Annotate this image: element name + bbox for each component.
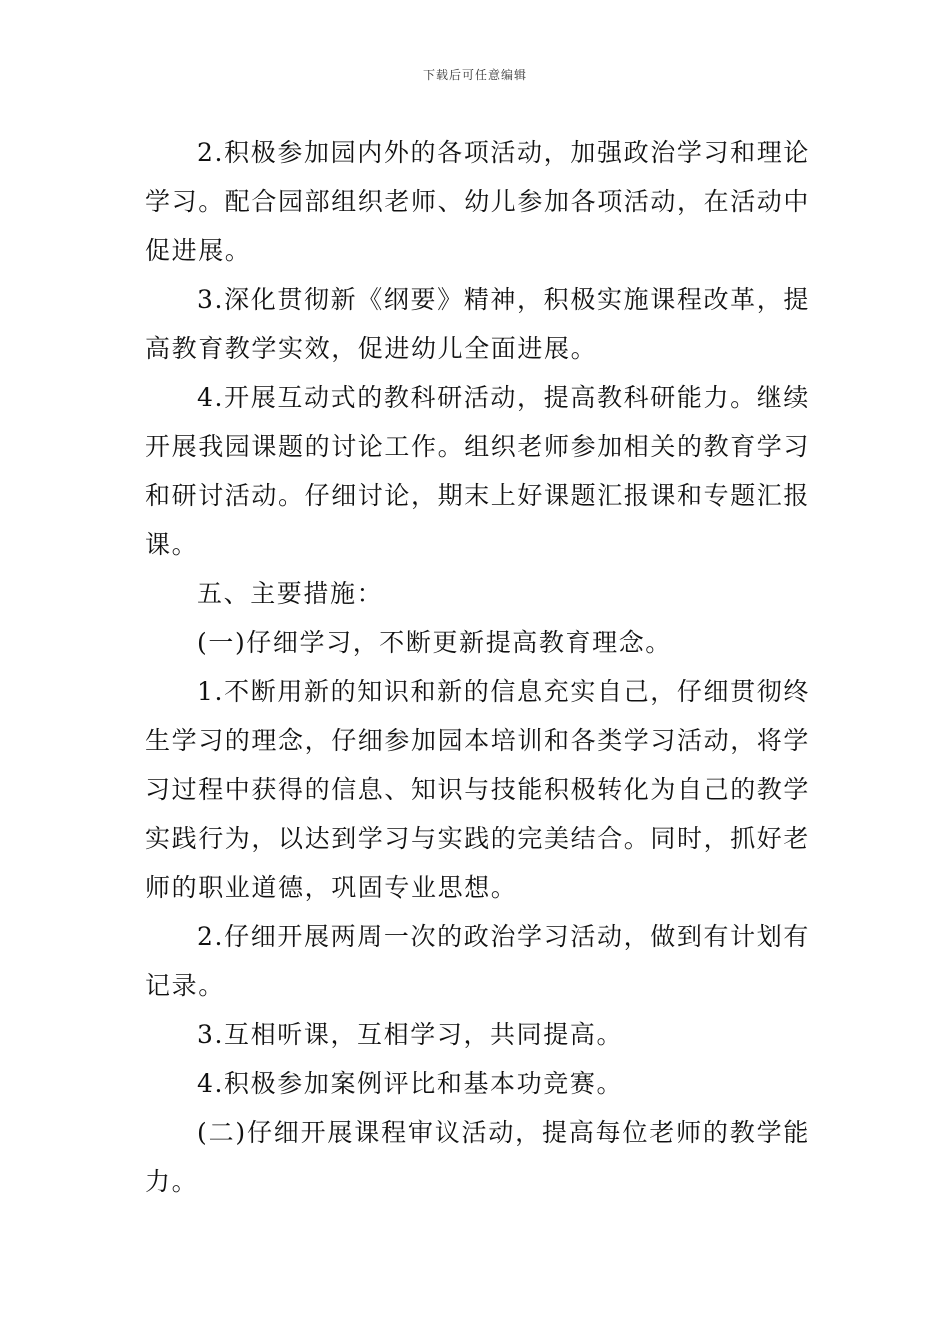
header-note: 下载后可任意编辑 xyxy=(422,68,527,82)
document-body xyxy=(145,128,810,1206)
subsection-heading-1: (一)仔细学习，不断更新提高教育理念。 xyxy=(197,628,672,657)
paragraph-item-4: 4.开展互动式的教科研活动，提高教科研能力。继续开展我园课题的讨论工作。组织老师参加相关的教育学习和研讨活动。仔细讨论，期末上好课题汇报课和专题汇报课。 xyxy=(145,383,811,559)
measure-item-1: 1.不断用新的知识和新的信息充实自己，仔细贯彻终生学习的理念，仔细参加园本培训和各类学习活动，将学习过程中获得的信息、知识与技能积极转化为自己的教学实践行为，以达到学习与实践的完美结合。同时，抓好老师的职业道德，巩固专业思想。 xyxy=(145,677,811,902)
paragraph-item-3: 3.深化贯彻新《纲要》精神，积极实施课程改革，提高教育教学实效，促进幼儿全面进展。 xyxy=(145,285,810,363)
measure-item-4: 4.积极参加案例评比和基本功竞赛。 xyxy=(197,1069,624,1098)
subsection-heading-2: (二)仔细开展课程审议活动，提高每位老师的教学能力。 xyxy=(145,1118,810,1196)
section-heading-measures: 五、主要措施： xyxy=(197,579,384,608)
measure-item-3: 3.互相听课，互相学习，共同提高。 xyxy=(197,1020,624,1049)
paragraph-item-2: 2.积极参加园内外的各项活动，加强政治学习和理论学习。配合园部组织老师、幼儿参加各项活动，在活动中促进展。 xyxy=(145,138,811,265)
measure-item-2: 2.仔细开展两周一次的政治学习活动，做到有计划有记录。 xyxy=(145,922,810,1000)
